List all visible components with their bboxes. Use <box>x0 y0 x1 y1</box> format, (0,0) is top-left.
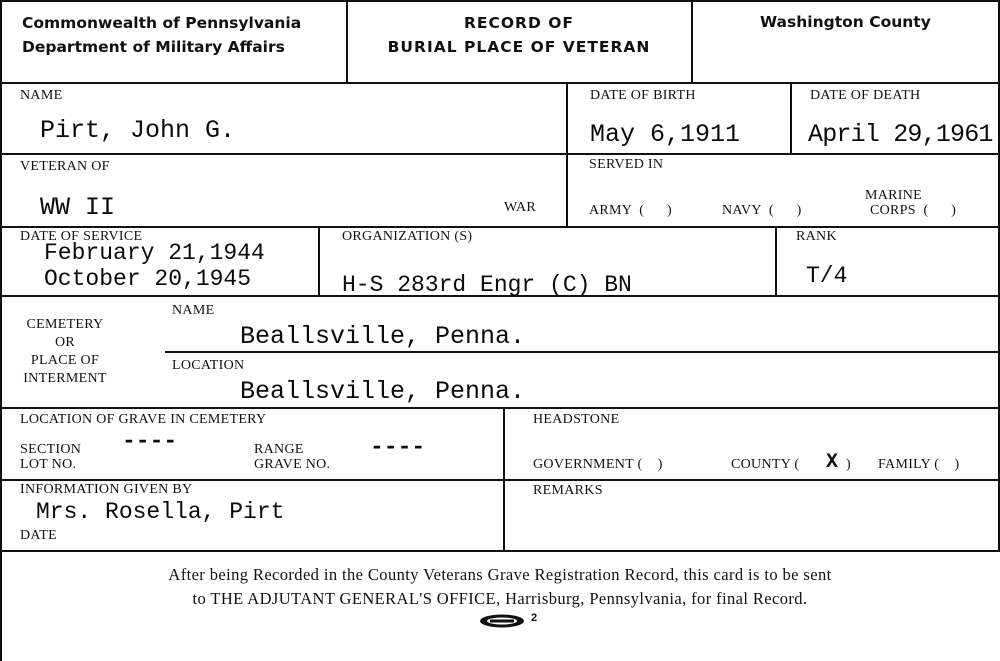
record-title-line-2: BURIAL PLACE OF VETERAN <box>387 38 651 56</box>
organization-value: H-S 283rd Engr (C) BN <box>342 272 632 298</box>
agency-line-2: Department of Military Affairs <box>22 38 285 56</box>
navy-checkbox: NAVY ( ) <box>722 203 802 218</box>
divider <box>0 479 1000 481</box>
footer-instructions-line-2: to THE ADJUTANT GENERAL'S OFFICE, Harrisburg, Pennsylvania, for final Record. <box>192 589 808 608</box>
footer-instructions-line-1: After being Recorded in the County Veterans Grave Registration Record, this card is to be sent <box>168 565 832 584</box>
name-label: NAME <box>20 88 63 103</box>
date-of-birth: May 6,1911 <box>590 120 741 149</box>
veteran-of-label: VETERAN OF <box>20 159 110 174</box>
or-label: OR <box>54 335 76 350</box>
divider <box>318 226 320 296</box>
county-checkbox-label: COUNTY ( <box>731 457 800 472</box>
range-value: ---- <box>370 434 426 460</box>
informant-name: Mrs. Rosella, Pirt <box>36 499 285 525</box>
family-checkbox: FAMILY ( ) <box>878 457 960 472</box>
divider <box>790 82 792 154</box>
service-end-date: October 20,1945 <box>44 266 252 292</box>
card-top-border <box>0 0 1000 2</box>
divider <box>0 550 1000 552</box>
veteran-of-war: WW II <box>40 193 116 222</box>
county-checkbox-mark: X <box>826 451 839 474</box>
rank-value: T/4 <box>806 263 848 289</box>
date-of-death-label: DATE OF DEATH <box>810 88 921 103</box>
information-given-by-label: INFORMATION GIVEN BY <box>20 482 193 497</box>
county-name: Washington County <box>760 13 931 31</box>
county-checkbox-close: ) <box>846 457 851 472</box>
remarks-label: REMARKS <box>533 483 603 498</box>
cemetery-name: Beallsville, Penna. <box>240 322 526 351</box>
cemetery-label: CEMETERY <box>26 317 104 332</box>
place-of-label: PLACE OF <box>30 353 100 368</box>
marine-corps-checkbox: CORPS ( ) <box>870 203 957 218</box>
agency-line-1: Commonwealth of Pennsylvania <box>22 14 302 32</box>
section-label: SECTION <box>20 442 82 457</box>
date-of-birth-label: DATE OF BIRTH <box>590 88 696 103</box>
divider <box>775 226 777 296</box>
divider <box>0 153 1000 155</box>
grave-location-label: LOCATION OF GRAVE IN CEMETERY <box>20 412 267 427</box>
cemetery-location: Beallsville, Penna. <box>240 377 526 406</box>
rank-label: RANK <box>796 229 837 244</box>
divider <box>0 82 1000 84</box>
interment-label: INTERMENT <box>23 371 107 386</box>
range-label: RANGE <box>254 442 304 457</box>
date-of-service-label: DATE OF SERVICE <box>20 229 143 244</box>
date-of-death: April 29,1961 <box>808 120 993 149</box>
army-checkbox: ARMY ( ) <box>589 203 673 218</box>
government-checkbox: GOVERNMENT ( ) <box>533 457 663 472</box>
organization-label: ORGANIZATION (S) <box>342 229 473 244</box>
veteran-name: Pirt, John G. <box>40 116 236 145</box>
headstone-label: HEADSTONE <box>533 412 620 427</box>
service-start-date: February 21,1944 <box>44 240 265 266</box>
cemetery-location-label: LOCATION <box>172 358 245 373</box>
date-label: DATE <box>20 528 57 543</box>
cemetery-name-label: NAME <box>172 303 215 318</box>
section-value: ---- <box>122 428 178 454</box>
war-label: WAR <box>504 200 537 215</box>
grave-number-label: GRAVE NO. <box>254 457 331 472</box>
served-in-label: SERVED IN <box>589 157 664 172</box>
divider <box>0 407 1000 409</box>
record-title-line-1: RECORD OF <box>463 14 575 32</box>
card-left-border <box>0 0 2 661</box>
marine-corps-label: MARINE <box>865 188 923 203</box>
seal-number: 2 <box>531 612 538 624</box>
divider <box>165 351 1000 353</box>
printer-seal-icon <box>478 613 530 629</box>
lot-number-label: LOT NO. <box>20 457 77 472</box>
divider <box>0 226 1000 228</box>
